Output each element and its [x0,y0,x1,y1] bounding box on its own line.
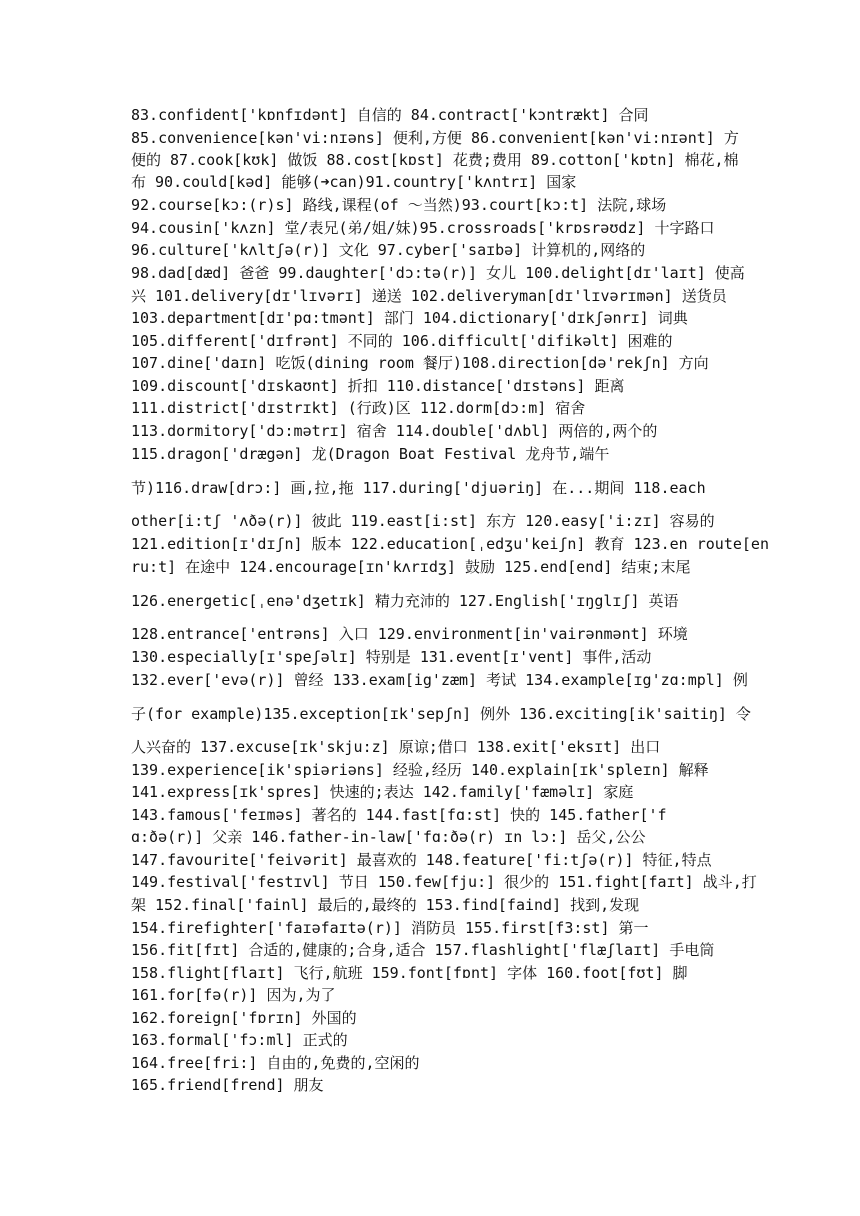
text-line: 103.department[dɪ'pɑ:tmənt] 部门 104.dictionary['dɪkʃənrɪ] 词典 [131,309,688,327]
text-line: 105.different['dɪfrənt] 不同的 106.difficult['difikəlt] 困难的 [131,332,673,350]
text-line: ɑ:ðə(r)] 父亲 146.father-in-law['fɑ:ðə(r) ɪn lɔ:] 岳父,公公 [131,828,646,846]
text-line: 94.cousin['kʌzn] 堂/表兄(弟/姐/妹)95.crossroads['krɒsrəʊdz] 十字路口 [131,219,715,237]
text-line: 165.friend[frend] 朋友 [131,1076,324,1094]
text-line: 161.for[fə(r)] 因为,为了 [131,986,336,1004]
text-line: 126.energetic[ˌenə'dʒetɪk] 精力充沛的 127.English['ɪŋglɪʃ] 英语 [131,592,679,610]
text-line: 节)116.draw[drɔ:] 画,拉,拖 117.during['djuəriŋ] 在...期间 118.each [131,479,706,497]
text-line: 141.express[ɪk'spres] 快速的;表达 142.family['fæməlɪ] 家庭 [131,783,634,801]
text-line: 143.famous['feɪməs] 著名的 144.fast[fɑ:st] 快的 145.father['f [131,806,667,824]
text-line: 115.dragon['drægən] 龙(Dragon Boat Festival 龙舟节,端午 [131,445,610,463]
text-line: 子(for example)135.exception[ɪk'sepʃn] 例外 136.exciting[ik'saitiŋ] 令 [131,705,751,723]
text-line: 便的 87.cook[kʊk] 做饭 88.cost[kɒst] 花费;费用 89.cotton['kɒtn] 棉花,棉 [131,151,739,169]
text-line: 164.free[fri:] 自由的,免费的,空闲的 [131,1054,420,1072]
text-line: 83.confident['kɒnfɪdənt] 自信的 84.contract['kɔntrækt] 合同 [131,106,649,124]
text-line: 架 152.final['fainl] 最后的,最终的 153.find[faind] 找到,发现 [131,896,640,914]
text-line: 128.entrance['entrəns] 入口 129.environment[in'vairənmənt] 环境 [131,625,688,643]
text-line: 兴 101.delivery[dɪ'lɪvərɪ] 递送 102.deliveryman[dɪ'lɪvərɪmən] 送货员 [131,287,727,305]
text-line: 149.festival['festɪvl] 节日 150.few[fju:] 很少的 151.fight[faɪt] 战斗,打 [131,873,757,891]
text-line: 154.firefighter['faɪəfaɪtə(r)] 消防员 155.first[f3:st] 第一 [131,919,649,937]
text-line: 156.fit[fɪt] 合适的,健康的;合身,适合 157.flashlight['flæʃlaɪt] 手电筒 [131,941,715,959]
text-line: 130.especially[ɪ'speʃəlɪ] 特别是 131.event[ɪ'vent] 事件,活动 [131,648,652,666]
text-line: 121.edition[ɪ'dɪʃn] 版本 122.education[ˌedʒu'keiʃn] 教育 123.en route[en [131,535,769,553]
text-line: 布 90.could[kəd] 能够(➜can)91.country['kʌntrɪ] 国家 [131,173,577,191]
text-line: 111.district['dɪstrɪkt] (行政)区 112.dorm[dɔ:m] 宿舍 [131,399,586,417]
text-line: 98.dad[dæd] 爸爸 99.daughter['dɔ:tə(r)] 女儿 100.delight[dɪ'laɪt] 使高 [131,264,745,282]
text-line: 113.dormitory['dɔ:mətrɪ] 宿舍 114.double['dʌbl] 两倍的,两个的 [131,422,658,440]
text-line: other[i:tʃ 'ʌðə(r)] 彼此 119.east[i:st] 东方 120.easy['i:zɪ] 容易的 [131,512,715,530]
text-line: 人兴奋的 137.excuse[ɪk'skju:z] 原谅;借口 138.exit['eksɪt] 出口 [131,738,661,756]
text-line: 96.culture['kʌltʃə(r)] 文化 97.cyber['saɪbə] 计算机的,网络的 [131,241,646,259]
text-line: 162.foreign['fɒrɪn] 外国的 [131,1009,357,1027]
text-line: 109.discount['dɪskaʊnt] 折扣 110.distance['dɪstəns] 距离 [131,377,625,395]
text-line: 85.convenience[kən'vi:nɪəns] 便利,方便 86.convenient[kən'vi:nɪənt] 方 [131,129,739,147]
text-line: 163.formal['fɔ:ml] 正式的 [131,1031,348,1049]
text-line: 158.flight[flaɪt] 飞行,航班 159.font[fɒnt] 字体 160.foot[fʊt] 脚 [131,964,688,982]
text-line: 107.dine['daɪn] 吃饭(dining room 餐厅)108.direction[də'rekʃn] 方向 [131,354,709,372]
text-line: ru:t] 在途中 124.encourage[ɪn'kʌrɪdʒ] 鼓励 125.end[end] 结束;末尾 [131,558,691,576]
text-line: 132.ever['evə(r)] 曾经 133.exam[ig'zæm] 考试 134.example[ɪg'zɑ:mpl] 例 [131,671,748,689]
text-line: 139.experience[ik'spiəriəns] 经验,经历 140.explain[ɪk'spleɪn] 解释 [131,761,709,779]
text-line: 92.course[kɔ:(r)s] 路线,课程(of ～当然)93.court[kɔ:t] 法院,球场 [131,196,667,214]
text-line: 147.favourite['feivərit] 最喜欢的 148.feature['fi:tʃə(r)] 特征,特点 [131,851,712,869]
